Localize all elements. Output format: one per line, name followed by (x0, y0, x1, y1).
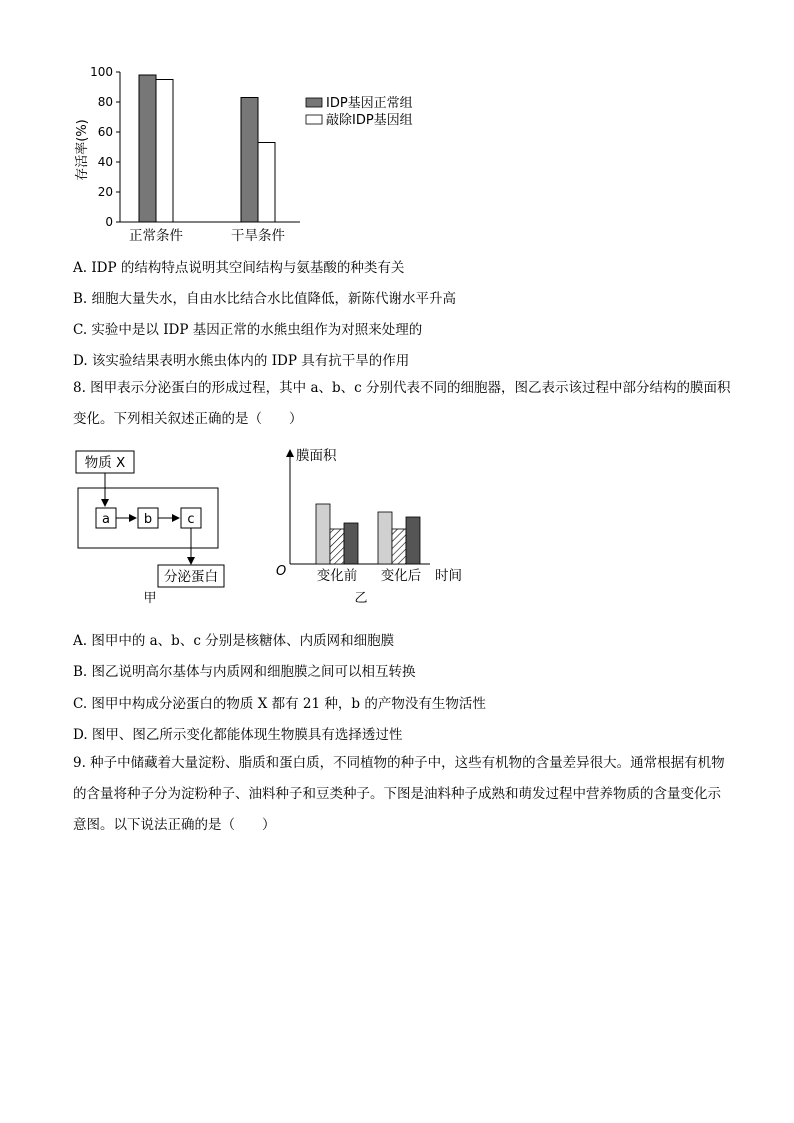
legend-swatch-normal (306, 98, 322, 107)
y-tick-label: 40 (97, 155, 113, 169)
x-axis-label: 时间 (435, 568, 462, 584)
q8-stem: 8. 图甲表示分泌蛋白的形成过程，其中 a、b、c 分别代表不同的细胞器，图乙表示该过程中部分结构的膜面积变化。下列相关叙述正确的是（ ） (73, 380, 731, 427)
y-tick-label: 60 (97, 125, 113, 139)
organelle-a-label: a (102, 512, 110, 527)
bar (316, 504, 330, 564)
bar (392, 529, 406, 564)
bar (378, 512, 392, 564)
legend-label: 敲除IDP基因组 (326, 113, 413, 128)
bar (406, 517, 420, 564)
secreted-protein-label: 分泌蛋白 (164, 569, 218, 585)
origin-label: O (276, 564, 287, 579)
organelle-c-label: c (187, 512, 195, 527)
bar (258, 143, 275, 223)
y-tick-label: 0 (105, 215, 113, 229)
diagram-caption: 甲 (143, 591, 157, 606)
q7-option-d: D. 该实验结果表明水熊虫体内的 IDP 具有抗干旱的作用 (73, 353, 410, 369)
substance-x-label: 物质 X (84, 455, 126, 471)
y-axis-label: 膜面积 (296, 448, 337, 464)
legend (306, 95, 413, 128)
secretion-process-diagram (74, 446, 234, 606)
chart-caption: 乙 (354, 591, 368, 606)
category-label: 正常条件 (129, 228, 183, 244)
survival-rate-chart (70, 62, 430, 252)
bar (344, 523, 358, 564)
membrane-area-chart (270, 444, 480, 609)
q8-option-a: A. 图甲中的 a、b、c 分别是核糖体、内质网和细胞膜 (73, 633, 395, 649)
bar (156, 80, 173, 223)
legend-swatch-knockout (306, 115, 322, 124)
organelle-b-label: b (143, 512, 153, 527)
y-tick-label: 80 (97, 95, 113, 109)
legend-label: IDP基因正常组 (326, 96, 413, 111)
q8-option-b: B. 图乙说明高尔基体与内质网和细胞膜之间可以相互转换 (73, 664, 416, 680)
category-label: 变化前 (316, 568, 358, 584)
q7-option-b: B. 细胞大量失水，自由水比结合水比值降低，新陈代谢水平升高 (73, 291, 457, 307)
q7-option-c: C. 实验中是以 IDP 基因正常的水熊虫组作为对照来处理的 (73, 322, 423, 338)
bar (241, 98, 258, 223)
y-tick-label: 20 (97, 185, 113, 199)
category-label: 变化后 (380, 568, 422, 584)
q8-option-d: D. 图甲、图乙所示变化都能体现生物膜具有选择透过性 (73, 727, 403, 743)
y-axis-label: 存活率(%) (75, 119, 90, 181)
bar (330, 529, 344, 564)
category-label: 干旱条件 (231, 228, 285, 244)
q9-stem: 9. 种子中储藏着大量淀粉、脂质和蛋白质，不同植物的种子中，这些有机物的含量差异很大。通常根据有机物的含量将种子分为淀粉种子、油料种子和豆类种子。下图是油料种子成熟和萌发过程中营养物质的含量变化示意图。以下说法正确的是（ ） (73, 755, 725, 833)
q7-option-a: A. IDP 的结构特点说明其空间结构与氨基酸的种类有关 (73, 260, 405, 276)
bar (139, 75, 156, 222)
q8-option-c: C. 图甲中构成分泌蛋白的物质 X 都有 21 种，b 的产物没有生物活性 (73, 696, 486, 712)
y-tick-label: 100 (90, 65, 113, 79)
